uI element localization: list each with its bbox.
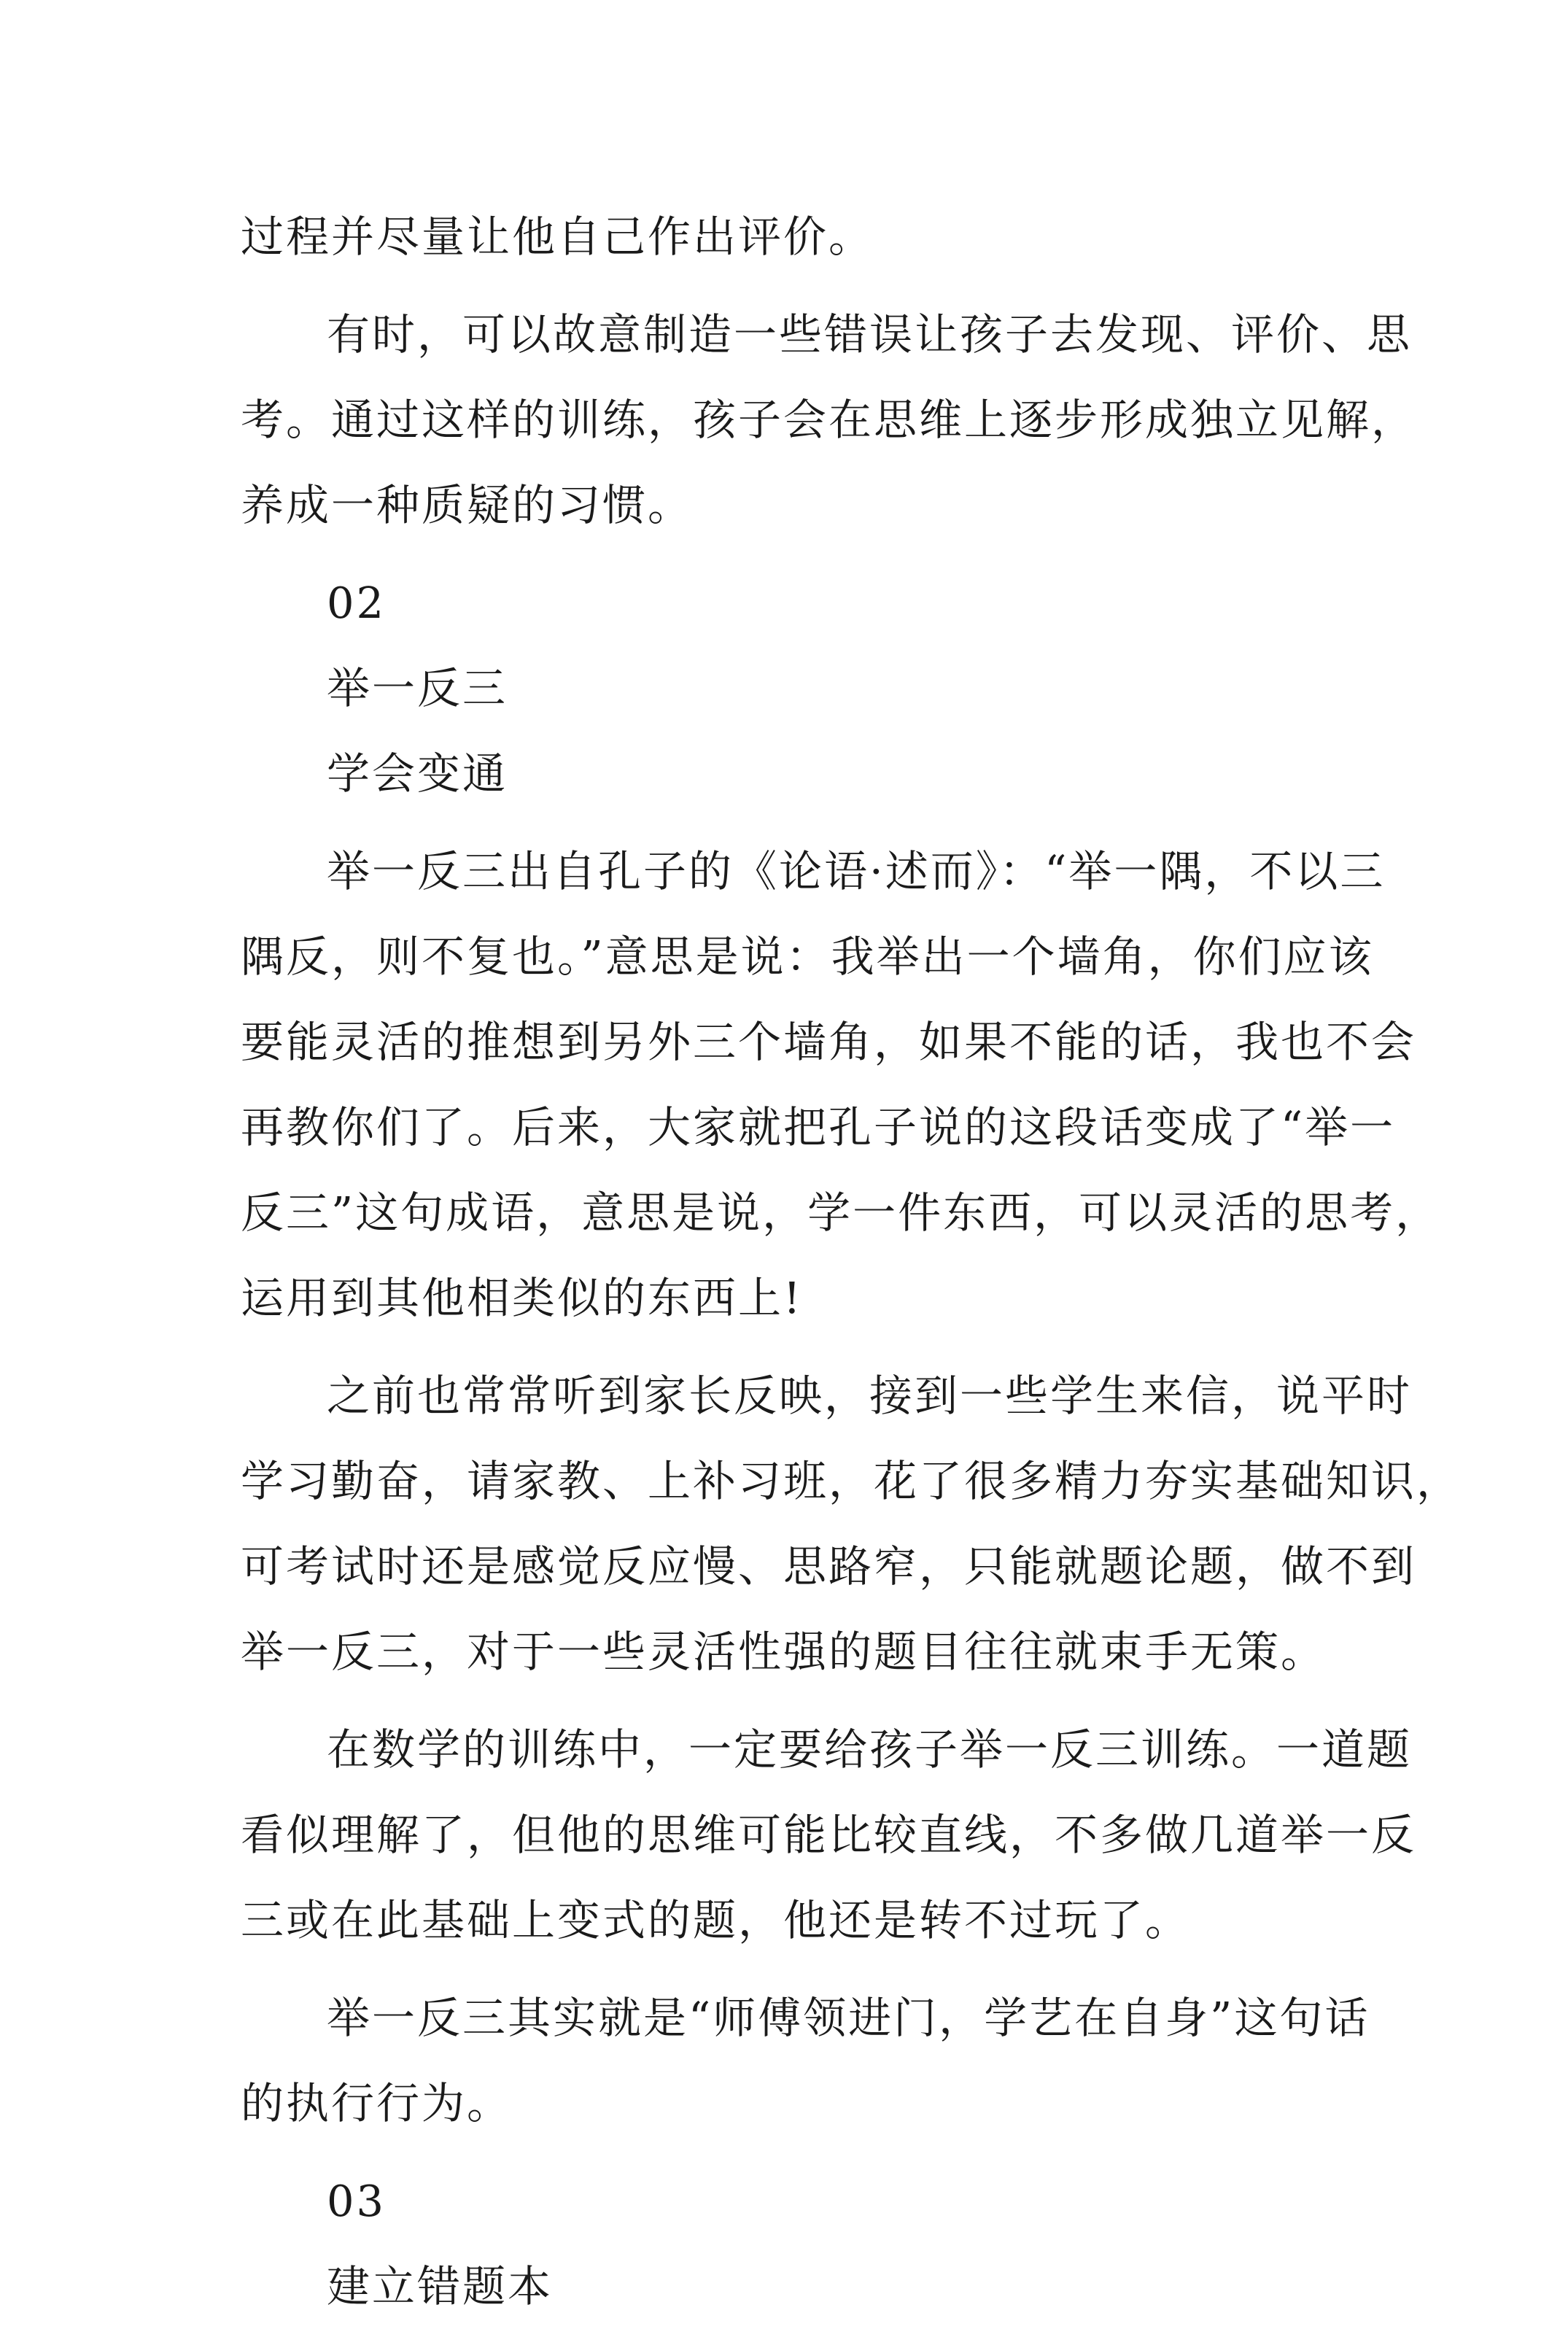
section-number: 03 — [327, 2176, 387, 2226]
text-line: 举一反三，对于一些灵活性强的题目往往就束手无策。 — [241, 1627, 1327, 1677]
text-line: 看似理解了，但他的思维可能比较直线，不多做几道举一反 — [241, 1810, 1417, 1860]
text-line: 在数学的训练中，一定要给孩子举一反三训练。一道题 — [327, 1724, 1413, 1775]
text-line: 学习勤奋，请家教、上补习班，花了很多精力夯实基础知识， — [241, 1456, 1462, 1506]
text-line: 隅反，则不复也。”意思是说：我举出一个墙角，你们应该 — [241, 931, 1374, 982]
text-line: 举一反三其实就是“师傅领进门，学艺在自身”这句话 — [327, 1993, 1370, 2043]
text-line: 要能灵活的推想到另外三个墙角，如果不能的话，我也不会 — [241, 1017, 1417, 1067]
document-body — [241, 194, 1462, 2329]
text-line: 的执行行为。 — [241, 2078, 513, 2128]
paragraph — [241, 1707, 1417, 1963]
paragraph — [241, 829, 1441, 1341]
paragraph — [241, 1353, 1462, 1694]
section-subtitle: 学会变通 — [327, 748, 508, 799]
text-line: 三或在此基础上变式的题，他还是转不过玩了。 — [241, 1895, 1191, 1945]
section-heading — [241, 560, 1349, 816]
text-line: 可考试时还是感觉反应慢、思路窄，只能就题论题，做不到 — [241, 1541, 1417, 1592]
text-line: 考。通过这样的训练，孩子会在思维上逐步形成独立见解， — [241, 395, 1417, 445]
section-heading — [241, 2158, 1349, 2329]
section-title: 举一反三 — [327, 663, 508, 713]
text-line: 养成一种质疑的习惯。 — [241, 480, 694, 530]
text-line: 过程并尽量让他自己作出评价。 — [241, 212, 874, 262]
section-title: 建立错题本 — [327, 2261, 554, 2311]
section-number: 02 — [327, 578, 387, 628]
text-line: 运用到其他相类似的东西上! — [241, 1273, 803, 1323]
paragraph — [241, 1975, 1370, 2146]
paragraph — [241, 292, 1417, 548]
text-line: 有时，可以故意制造一些错误让孩子去发现、评价、思 — [327, 309, 1413, 360]
text-line: 再教你们了。后来，大家就把孔子说的这段话变成了“举一 — [241, 1102, 1396, 1152]
text-line: 反三”这句成语，意思是说，学一件东西，可以灵活的思考， — [241, 1187, 1441, 1238]
text-line: 之前也常常听到家长反映，接到一些学生来信，说平时 — [327, 1371, 1413, 1421]
text-line: 举一反三出自孔子的《论语·述而》：“举一隅，不以三 — [327, 846, 1386, 896]
paragraph-continuation — [241, 194, 1349, 279]
